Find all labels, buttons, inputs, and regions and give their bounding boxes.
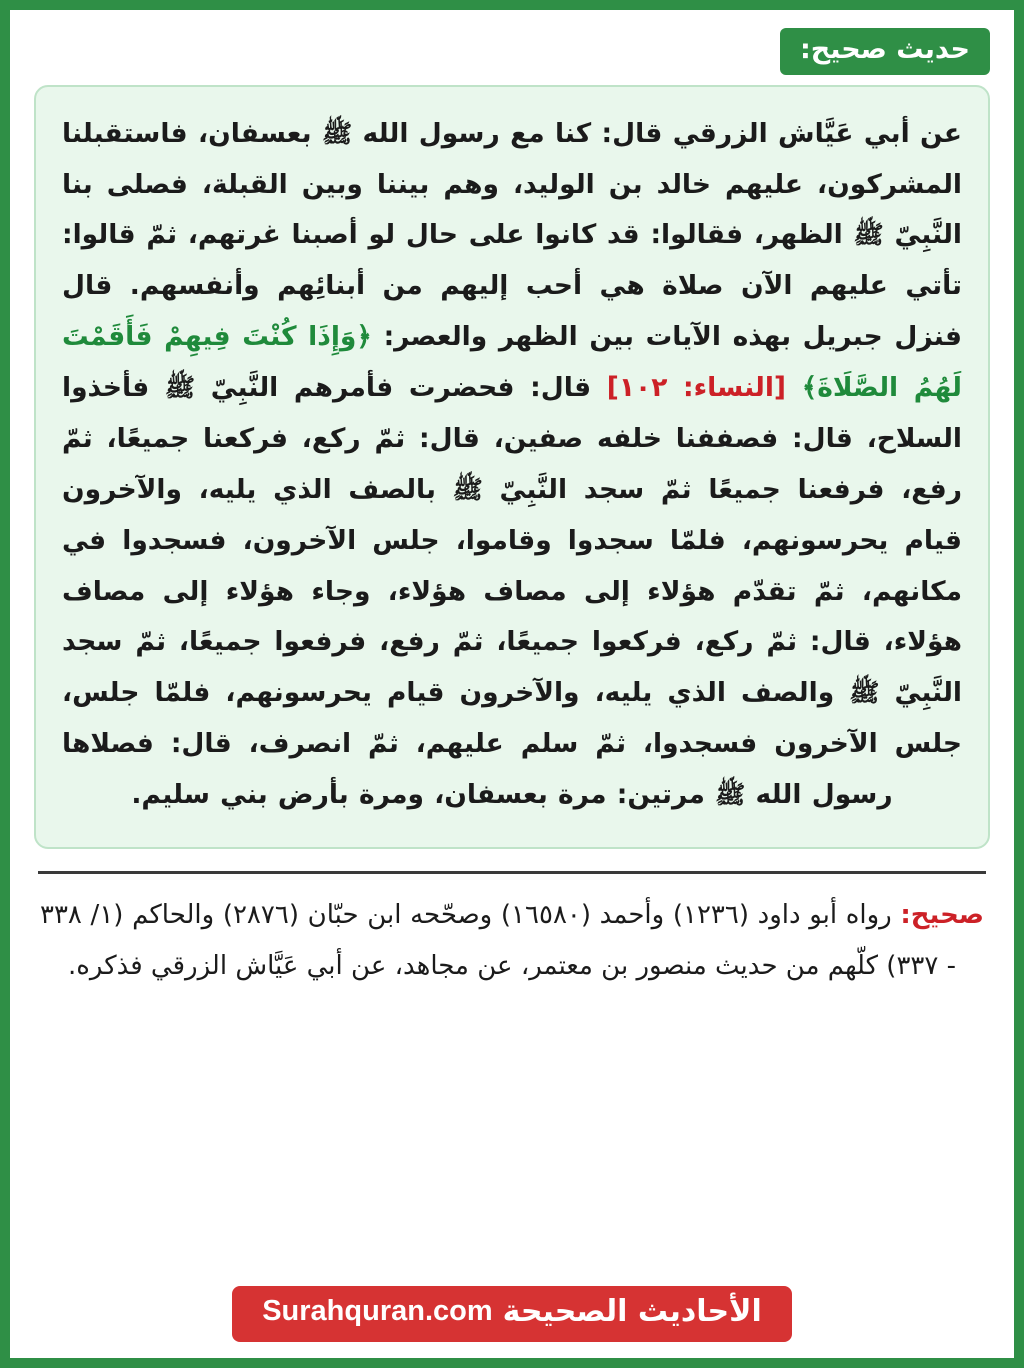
hadith-segment-3: الظهر، فقالوا: قد كانوا على حال لو أصبنا غرتهم، ثمّ قالوا: تأتي عليهم الآن صلاة هي أحب إليهم من أبنائِهم وأنفسهم. قال فنزل جبريل بهذه الآيات بين الظهر والعصر: (62, 219, 962, 353)
site-footer-badge[interactable] (232, 1286, 792, 1343)
footer-row (34, 1286, 990, 1359)
quran-ayah-quote: ﴿وَإِذَا كُنْتَ فِيهِمْ فَأَقَمْتَ لَهُمُ الصَّلَاةَ﴾ (62, 321, 962, 404)
ayah-reference: [النساء: ١٠٢] (606, 372, 787, 404)
takhrij-grade-label: صحيح: (900, 899, 985, 930)
hadith-grade-badge: حديث صحيح: (780, 28, 990, 75)
hadith-segment-5: فأخذوا السلاح، قال: فصففنا خلفه صفين، قال: ثمّ ركع، فركعنا جميعًا، ثمّ رفع، فرفعنا جميعًا ثمّ سجد النَّبِيّ (62, 372, 962, 505)
grade-tag-row (34, 28, 990, 75)
section-divider (38, 871, 986, 874)
sallallahu-alayhi-wasallam-glyph: ﷺ (715, 780, 746, 810)
hadith-segment-2: بعسفان، فاستقبلنا المشركون، عليهم خالد بن الوليد، وهم بيننا وبين القبلة، فصلى بنا النَّبِيّ (62, 117, 962, 251)
hadith-segment-6: بالصف الذي يليه، والآخرون قيام يحرسونهم، فلمّا سجدوا وقاموا، جلس الآخرون، فسجدوا في مكانهم، ثمّ تقدّم هؤلاء إلى مصاف هؤلاء، وجاء هؤلاء إلى مصاف هؤلاء، قال: ثمّ ركع، فركعوا جميعًا، ثمّ رفع، فرفعوا جميعًا، ثمّ سجد النَّبِيّ (62, 473, 963, 709)
sallallahu-alayhi-wasallam-glyph: ﷺ (849, 678, 880, 708)
hadith-segment-8: مرتين: مرة بعسفان، ومرة بأرض بني سليم. (131, 779, 705, 811)
document-body (10, 10, 1014, 1358)
takhrij-paragraph (34, 890, 990, 991)
hadith-text-box (34, 85, 990, 849)
sallallahu-alayhi-wasallam-glyph: ﷺ (853, 220, 884, 250)
hadith-paragraph (62, 109, 962, 821)
footer-site-name: Surahquran.com (262, 1295, 493, 1328)
sallallahu-alayhi-wasallam-glyph: ﷺ (321, 118, 353, 148)
sallallahu-alayhi-wasallam-glyph: ﷺ (164, 373, 196, 403)
hadith-segment-7: والصف الذي يليه، والآخرون قيام يحرسونهم، فلمّا جلس، جلس الآخرون فسجدوا، ثمّ سلم عليهم، ثمّ انصرف، قال: فصلاها رسول الله (62, 677, 962, 811)
footer-tagline: الأحاديث الصحيحة (502, 1293, 762, 1329)
hadith-segment-1: عن أبي عَيَّاش الزرقي قال: كنا مع رسول الله (362, 117, 962, 149)
takhrij-text: رواه أبو داود (١٢٣٦) وأحمد (١٦٥٨٠) وصحّحه ابن حبّان (٢٨٧٦) والحاكم (١/ ٣٣٨ - ٣٣٧) كلّهم من حديث منصور بن معتمر، عن مجاهد، عن أبي عَيَّاش الزرقي فذكره. (40, 899, 957, 981)
hadith-segment-4: قال: فحضرت فأمرهم النَّبِيّ (210, 372, 592, 404)
sallallahu-alayhi-wasallam-glyph: ﷺ (452, 474, 483, 504)
